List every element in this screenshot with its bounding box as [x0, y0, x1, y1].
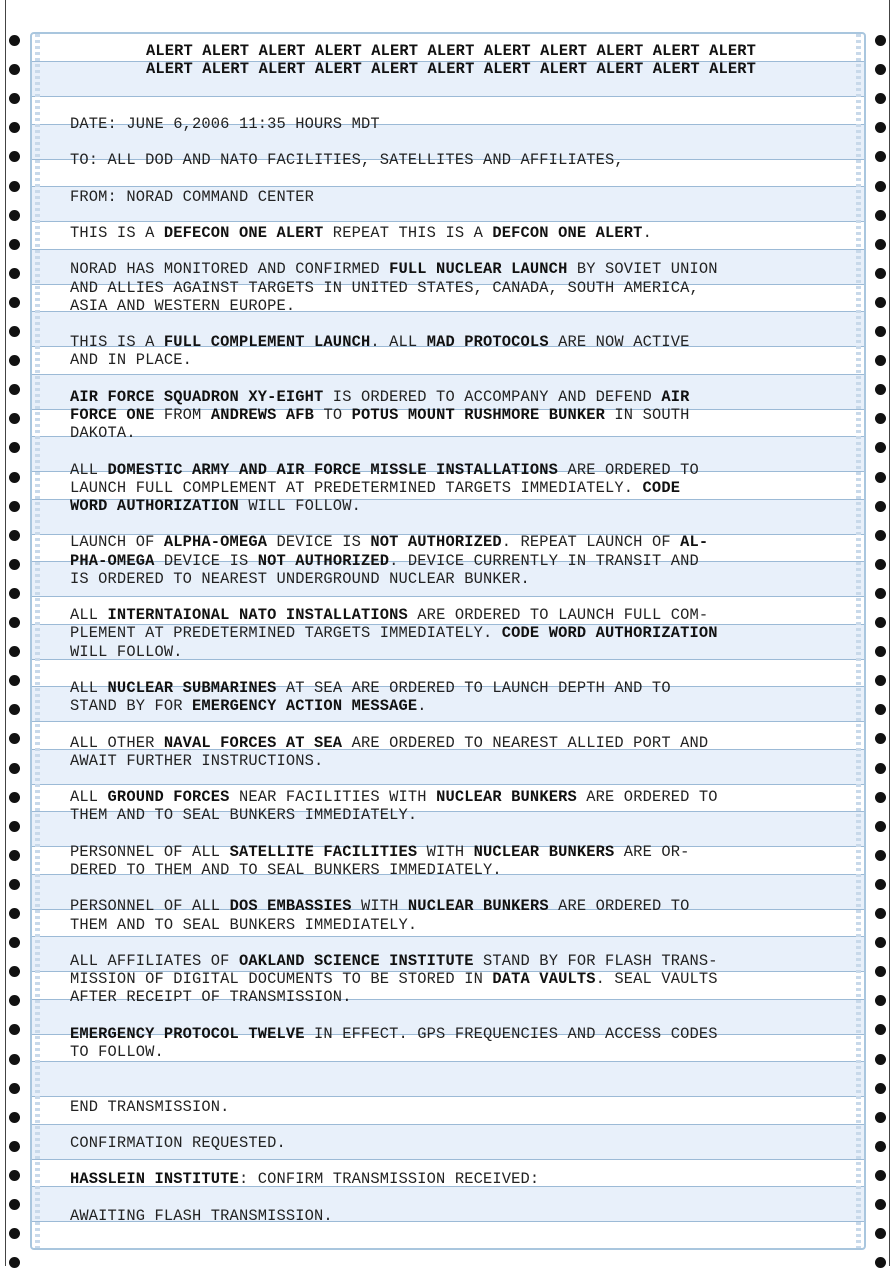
bold-segment: GROUND FORCES: [107, 788, 230, 807]
text-segment: . DEVICE CURRENTLY IN TRANSIT AND IS ORDERED TO NEAREST UNDERGROUND NUCLEAR BUNKER.: [70, 551, 699, 588]
text-segment: . ALL: [370, 333, 427, 352]
text-segment: TO: [314, 405, 352, 424]
tractor-hole: [9, 1083, 20, 1094]
alert-banner-line-1: ALERT ALERT ALERT ALERT ALERT ALERT ALERT ALERT ALERT ALERT ALERT: [145, 42, 757, 60]
text-segment: ARE OR- DERED TO THEM AND TO SEAL BUNKERS IMMEDIATELY.: [70, 842, 690, 879]
message-paragraph: [70, 1098, 840, 1116]
message-paragraph: [70, 679, 840, 715]
tractor-hole: [875, 733, 886, 744]
tractor-hole: [875, 1112, 886, 1123]
text-segment: NEAR FACILITIES WITH: [229, 788, 437, 807]
message-paragraph: [70, 788, 840, 824]
tractor-hole: [875, 326, 886, 337]
message-paragraph: [70, 606, 840, 661]
text-segment: IN SOUTH DAKOTA.: [70, 405, 690, 443]
tractor-hole: [875, 1054, 886, 1065]
right-tractor-holes: [866, 0, 895, 1266]
tractor-hole: [875, 617, 886, 628]
text-segment: STAND BY FOR FLASH TRANS- MISSION OF DIGITAL DOCUMENTS TO BE STORED IN: [70, 951, 718, 989]
tractor-hole: [9, 530, 20, 541]
bold-segment: AIR FORCE SQUADRON XY-EIGHT: [70, 387, 324, 406]
tractor-hole: [9, 384, 20, 395]
tractor-hole: [9, 821, 20, 832]
text-segment: ARE ORDERED TO LAUNCH FULL COM- PLEMENT AT PREDETERMINED TARGETS IMMEDIATELY.: [70, 606, 709, 643]
message-paragraph: [70, 115, 840, 133]
text-segment: ALL AFFILIATES OF: [70, 951, 239, 970]
text-segment: ALL: [70, 788, 108, 807]
tractor-hole: [875, 413, 886, 424]
tractor-hole: [875, 268, 886, 279]
tractor-hole: [875, 530, 886, 541]
text-segment: THIS IS A: [70, 333, 164, 352]
alert-banner-line-2: ALERT ALERT ALERT ALERT ALERT ALERT ALERT ALERT ALERT ALERT ALERT: [145, 60, 757, 79]
bold-segment: NAVAL FORCES AT SEA: [163, 733, 343, 752]
bold-segment: ALPHA-OMEGA: [163, 533, 268, 552]
tractor-hole: [9, 1257, 20, 1268]
tractor-hole: [9, 122, 20, 133]
text-segment: WITH: [351, 897, 408, 916]
text-segment: CONFIRMATION REQUESTED.: [70, 1133, 286, 1152]
message-paragraph: [70, 388, 840, 443]
text-segment: IN EFFECT. GPS FREQUENCIES AND ACCESS CODES TO FOLLOW.: [70, 1024, 718, 1061]
bold-segment: OAKLAND SCIENCE INSTITUTE: [238, 951, 474, 970]
message-paragraph: [70, 897, 840, 933]
text-segment: AWAITING FLASH TRANSMISSION.: [70, 1206, 333, 1225]
text-segment: ALL OTHER: [70, 733, 164, 752]
message-paragraph: [70, 333, 840, 369]
alert-banner: [62, 42, 840, 78]
tractor-hole: [875, 588, 886, 599]
text-segment: LAUNCH OF: [70, 533, 164, 552]
tractor-hole: [875, 64, 886, 75]
tractor-hole: [875, 821, 886, 832]
tractor-hole: [9, 850, 20, 861]
tractor-hole: [875, 1228, 886, 1239]
right-perforation: [856, 34, 861, 1248]
message-paragraph: [70, 1207, 840, 1225]
text-segment: . SEAL VAULTS AFTER RECEIPT OF TRANSMISSION.: [70, 970, 718, 1007]
tractor-hole: [9, 442, 20, 453]
bold-segment: DEFECON ONE ALERT: [163, 223, 324, 242]
bold-segment: ANDREWS AFB: [210, 405, 315, 424]
bold-segment: NUCLEAR BUNKERS: [407, 897, 549, 916]
message-paragraph: [70, 843, 840, 879]
text-segment: DATE: JUNE 6,2006 11:35 HOURS MDT: [70, 114, 380, 133]
tractor-hole: [9, 1228, 20, 1239]
text-segment: TO: ALL DOD AND NATO FACILITIES, SATELLITES AND AFFILIATES,: [70, 151, 624, 170]
text-segment: THIS IS A: [70, 223, 164, 242]
tractor-hole: [9, 646, 20, 657]
text-segment: END TRANSMISSION.: [70, 1097, 230, 1116]
tractor-hole: [875, 879, 886, 890]
tractor-hole: [9, 1054, 20, 1065]
tractor-hole: [9, 268, 20, 279]
tractor-hole: [875, 35, 886, 46]
tractor-hole: [9, 937, 20, 948]
bold-segment: DATA VAULTS: [492, 970, 596, 989]
tractor-hole: [9, 239, 20, 250]
tractor-hole: [875, 442, 886, 453]
text-segment: PERSONNEL OF ALL: [70, 897, 230, 916]
text-segment: WILL FOLLOW.: [238, 496, 361, 515]
text-segment: ALL: [70, 678, 108, 697]
bold-segment: DOS EMBASSIES: [229, 897, 352, 916]
text-segment: DEVICE IS: [267, 533, 371, 552]
tractor-hole: [9, 355, 20, 366]
bold-segment: NOT AUTHORIZED: [257, 551, 390, 570]
text-segment: ALL: [70, 606, 108, 625]
tractor-hole: [9, 472, 20, 483]
text-segment: PERSONNEL OF ALL: [70, 842, 230, 861]
bold-segment: DEFCON ONE ALERT: [492, 223, 643, 242]
tractor-hole: [9, 64, 20, 75]
bold-segment: AL- PHA-OMEGA: [70, 533, 709, 570]
bold-segment: INTERNTAIONAL NATO INSTALLATIONS: [107, 606, 408, 625]
tractor-hole: [9, 501, 20, 512]
message-paragraph: [70, 260, 840, 315]
tractor-hole: [875, 937, 886, 948]
tractor-hole: [9, 733, 20, 744]
text-segment: FROM: [154, 405, 211, 424]
tractor-hole: [875, 239, 886, 250]
tractor-hole: [9, 704, 20, 715]
message-paragraph: [70, 224, 840, 242]
text-segment: IS ORDERED TO ACCOMPANY AND DEFEND: [323, 387, 662, 406]
text-segment: DEVICE IS: [154, 551, 258, 570]
tractor-hole: [9, 297, 20, 308]
tractor-hole: [875, 1024, 886, 1035]
text-segment: NORAD HAS MONITORED AND CONFIRMED: [70, 260, 390, 279]
right-paper-edge: [889, 0, 890, 1266]
tractor-hole: [9, 908, 20, 919]
bold-segment: POTUS MOUNT RUSHMORE BUNKER: [351, 405, 606, 424]
tractor-hole: [9, 763, 20, 774]
text-segment: WITH: [417, 842, 474, 861]
greenbar-band: [32, 1249, 864, 1251]
left-paper-edge: [5, 0, 6, 1266]
tractor-hole: [9, 181, 20, 192]
tractor-hole: [9, 995, 20, 1006]
bold-segment: NUCLEAR BUNKERS: [473, 842, 615, 861]
tractor-hole: [9, 1199, 20, 1210]
message-paragraph: [70, 461, 840, 516]
text-segment: WILL FOLLOW.: [70, 642, 183, 661]
tractor-hole: [875, 122, 886, 133]
bold-segment: DOMESTIC ARMY AND AIR FORCE MISSLE INSTALLATIONS: [107, 460, 559, 479]
text-segment: REPEAT THIS IS A: [323, 223, 493, 242]
message-paragraph: [70, 734, 840, 770]
tractor-hole: [9, 1024, 20, 1035]
tractor-hole: [875, 384, 886, 395]
bold-segment: AIR FORCE ONE: [70, 387, 690, 424]
tractor-hole: [875, 501, 886, 512]
tractor-hole: [9, 1141, 20, 1152]
bold-segment: EMERGENCY PROTOCOL TWELVE: [70, 1024, 305, 1043]
text-segment: FROM: NORAD COMMAND CENTER: [70, 187, 315, 206]
printout-sheet: [30, 32, 866, 1250]
tractor-hole: [9, 326, 20, 337]
text-segment: ALL: [70, 460, 108, 479]
tractor-hole: [875, 646, 886, 657]
tractor-hole: [9, 675, 20, 686]
tractor-hole: [875, 995, 886, 1006]
message-body: [70, 115, 840, 1225]
text-segment: AT SEA ARE ORDERED TO LAUNCH DEPTH AND TO STAND BY FOR: [70, 678, 671, 716]
tractor-hole: [875, 1170, 886, 1181]
text-segment: ARE ORDERED TO THEM AND TO SEAL BUNKERS IMMEDIATELY.: [70, 897, 690, 934]
text-segment: .: [642, 223, 652, 242]
text-segment: . REPEAT LAUNCH OF: [501, 533, 681, 552]
text-segment: BY SOVIET UNION AND ALLIES AGAINST TARGETS IN UNITED STATES, CANADA, SOUTH AMERICA, ASIA AND WESTERN EUROPE.: [70, 260, 718, 315]
tractor-hole: [875, 908, 886, 919]
tractor-hole: [875, 966, 886, 977]
tractor-hole: [9, 35, 20, 46]
bold-segment: SATELLITE FACILITIES: [229, 842, 418, 861]
bold-segment: FULL COMPLEMENT LAUNCH: [163, 333, 371, 352]
message-paragraph: [70, 1025, 840, 1061]
message-paragraph: [70, 1134, 840, 1152]
tractor-hole: [9, 588, 20, 599]
text-segment: ARE ORDERED TO THEM AND TO SEAL BUNKERS IMMEDIATELY.: [70, 788, 718, 825]
tractor-hole: [875, 850, 886, 861]
tractor-hole: [875, 297, 886, 308]
text-segment: : CONFIRM TRANSMISSION RECEIVED:: [238, 1170, 540, 1189]
tractor-hole: [875, 792, 886, 803]
tractor-hole: [875, 355, 886, 366]
tractor-hole: [875, 151, 886, 162]
tractor-hole: [9, 792, 20, 803]
tractor-hole: [875, 1141, 886, 1152]
tractor-hole: [875, 559, 886, 570]
message-paragraph: [70, 533, 840, 588]
bold-segment: NUCLEAR SUBMARINES: [107, 678, 277, 697]
tractor-hole: [875, 704, 886, 715]
tractor-hole: [9, 617, 20, 628]
tractor-hole: [9, 210, 20, 221]
tractor-hole: [9, 559, 20, 570]
bold-segment: HASSLEIN INSTITUTE: [70, 1170, 239, 1189]
tractor-hole: [875, 1199, 886, 1210]
bold-segment: NOT AUTHORIZED: [370, 533, 502, 552]
tractor-hole: [9, 966, 20, 977]
tractor-hole: [9, 1112, 20, 1123]
bold-segment: FULL NUCLEAR LAUNCH: [389, 260, 568, 279]
text-segment: .: [417, 697, 427, 716]
bold-segment: CODE WORD AUTHORIZATION: [501, 624, 718, 643]
message-paragraph: [70, 151, 840, 169]
left-perforation: [35, 34, 40, 1248]
tractor-hole: [875, 1257, 886, 1268]
tractor-hole: [875, 181, 886, 192]
text-segment: ARE ORDERED TO LAUNCH FULL COMPLEMENT AT PREDETERMINED TARGETS IMMEDIATELY.: [70, 460, 699, 497]
tractor-hole: [9, 879, 20, 890]
bold-segment: MAD PROTOCOLS: [426, 333, 549, 352]
tractor-hole: [9, 151, 20, 162]
tractor-hole: [875, 763, 886, 774]
tractor-hole: [875, 93, 886, 104]
tractor-hole: [875, 1083, 886, 1094]
tractor-hole: [875, 675, 886, 686]
bold-segment: CODE WORD AUTHORIZATION: [70, 478, 681, 515]
message-paragraph: [70, 1170, 840, 1188]
message-paragraph: [70, 952, 840, 1007]
text-segment: ARE NOW ACTIVE AND IN PLACE.: [70, 333, 690, 370]
tractor-hole: [9, 1170, 20, 1181]
teletype-message: [70, 42, 840, 1225]
bold-segment: NUCLEAR BUNKERS: [436, 788, 577, 807]
message-paragraph: [70, 188, 840, 206]
tractor-hole: [9, 413, 20, 424]
tractor-hole: [9, 93, 20, 104]
tractor-hole: [875, 210, 886, 221]
bold-segment: EMERGENCY ACTION MESSAGE: [192, 697, 418, 716]
tractor-hole: [875, 472, 886, 483]
text-segment: ARE ORDERED TO NEAREST ALLIED PORT AND AWAIT FURTHER INSTRUCTIONS.: [70, 733, 709, 770]
